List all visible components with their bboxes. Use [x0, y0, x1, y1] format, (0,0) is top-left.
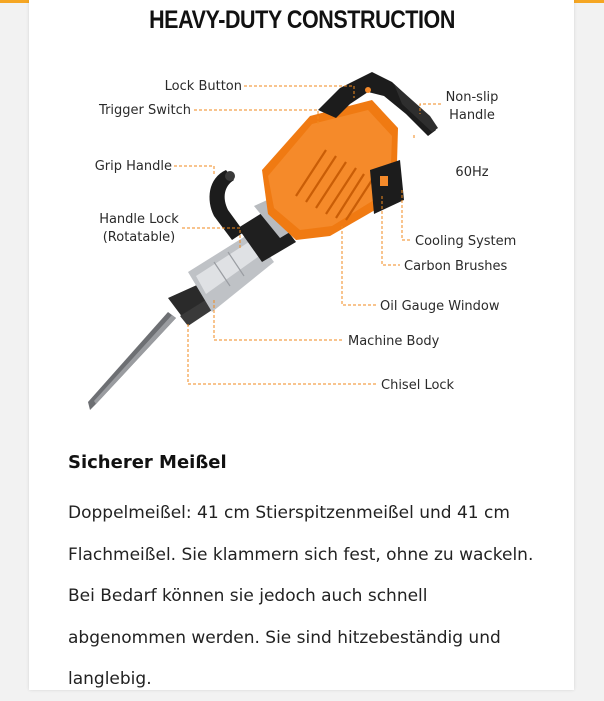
callout-oil-gauge-window: Oil Gauge Window: [380, 299, 500, 314]
section-title: Sicherer Meißel: [68, 452, 227, 473]
callout-cooling-system: Cooling System: [415, 234, 517, 249]
callout-non-slip-handle: Handle: [449, 108, 495, 123]
callout-carbon-brushes: Carbon Brushes: [404, 259, 508, 274]
callout-handle-lock: Handle Lock: [99, 212, 179, 227]
callout-frequency: 60Hz: [455, 165, 489, 180]
callout-handle-lock-note: (Rotatable): [102, 230, 176, 245]
page-headline: HEAVY-DUTY CONSTRUCTION: [149, 6, 455, 34]
callout-chisel-lock: Chisel Lock: [381, 378, 455, 393]
callout-lock-button: Lock Button: [164, 79, 242, 94]
section-body-text: Doppelmeißel: 41 cm Stierspitzenmeißel und 41 cm Flachmeißel. Sie klammern sich fest, ohne zu wackeln. Bei Bedarf können sie jedoch auch schnell abgenommen werden. Sie sind hitzebeständig und langlebig.: [68, 503, 534, 689]
callout-non-slip: Non-slip: [445, 90, 499, 105]
callout-machine-body: Machine Body: [348, 334, 440, 349]
callout-grip-handle: Grip Handle: [94, 159, 172, 174]
callout-trigger-switch: Trigger Switch: [99, 103, 191, 118]
